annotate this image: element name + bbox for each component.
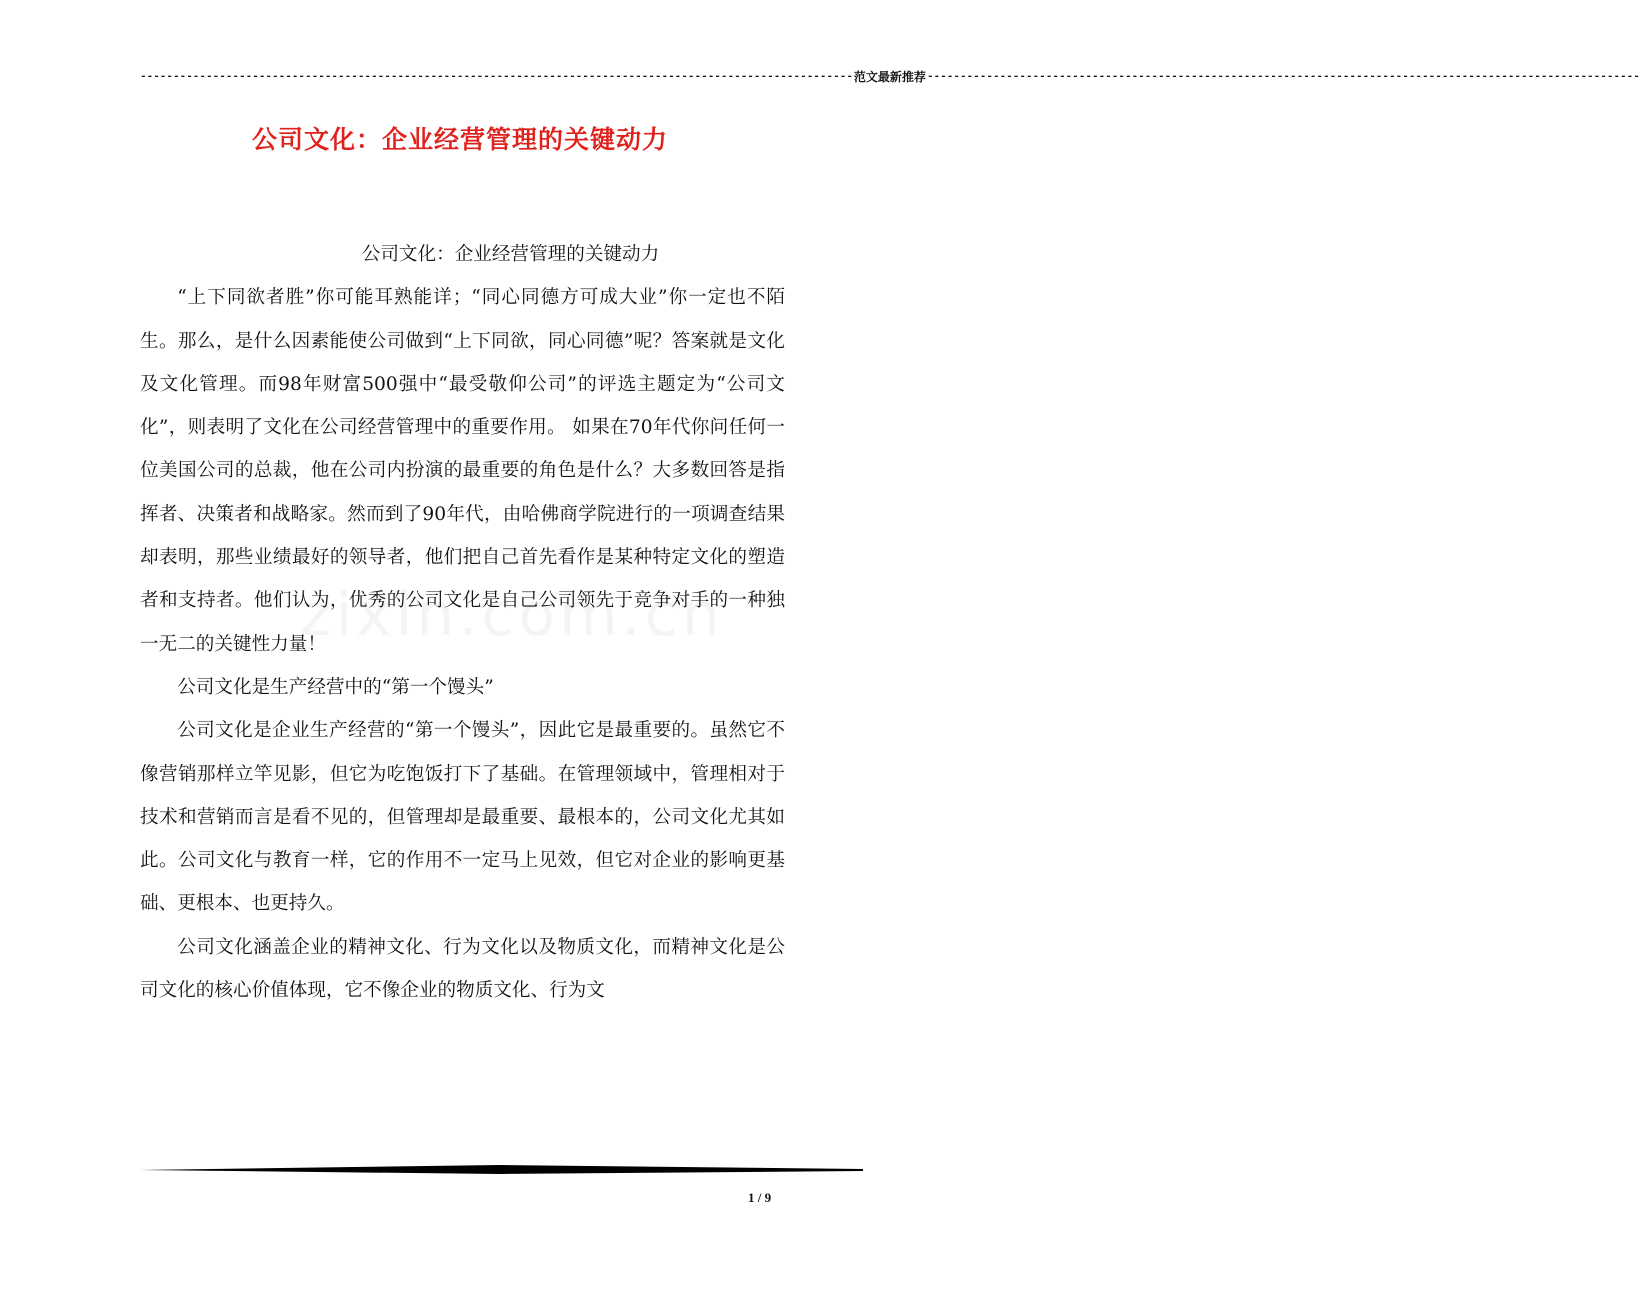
header-dashes-right: ------------------------------------------------------------------------------------------------------------ (926, 71, 1640, 83)
paragraph-4: 公司文化涵盖企业的精神文化、行为文化以及物质文化，而精神文化是公司文化的核心价值体现，它不像企业的物质文化、行为文 (140, 936, 785, 1002)
document-body (140, 233, 785, 1012)
page-number: 1 / 9 (748, 1190, 772, 1205)
paragraph-1: “上下同欲者胜”你可能耳熟能详；“同心同德方可成大业”你一定也不陌生。那么，是什么因素能使公司做到“上下同欲，同心同德”呢？答案就是文化及文化管理。而98年财富500强中“最受敬仰公司”的评选主题定为“公司文化”，则表明了文化在公司经营管理中的重要作用。 如果在70年代你问任何一位美国公司的总裁，他在公司内扮演的最重要的角色是什么？大多数回答是指挥者、决策者和战略家。然而到了90年代，由哈佛商学院进行的一项调查结果却表明，那些业绩最好的领导者，他们把自己首先看作是某种特定文化的塑造者和支持者。他们认为，优秀的公司文化是自己公司领先于竞争对手的一种独一无二的关键性力量！ (140, 287, 785, 655)
paragraph-2: 公司文化是生产经营中的“第一个馒头” (177, 676, 494, 698)
paragraph-3: 公司文化是企业生产经营的“第一个馒头”，因此它是最重要的。虽然它不像营销那样立竿见影，但它为吃饱饭打下了基础。在管理领域中，管理相对于技术和营销而言是看不见的，但管理却是最重要、最根本的，公司文化尤其如此。公司文化与教育一样，它的作用不一定马上见效，但它对企业的影响更基础、更根本、也更持久。 (140, 720, 785, 915)
header-label: 范文最新推荐 (853, 70, 926, 84)
footer-rule (140, 1164, 863, 1176)
document-subtitle: 公司文化：企业经营管理的关键动力 (361, 244, 660, 265)
document-title: 公司文化：企业经营管理的关键动力 (251, 125, 668, 154)
header-dashes-left: ------------------------------------------------------------------------------------------------------------ (140, 71, 853, 83)
page-header (140, 66, 1640, 88)
